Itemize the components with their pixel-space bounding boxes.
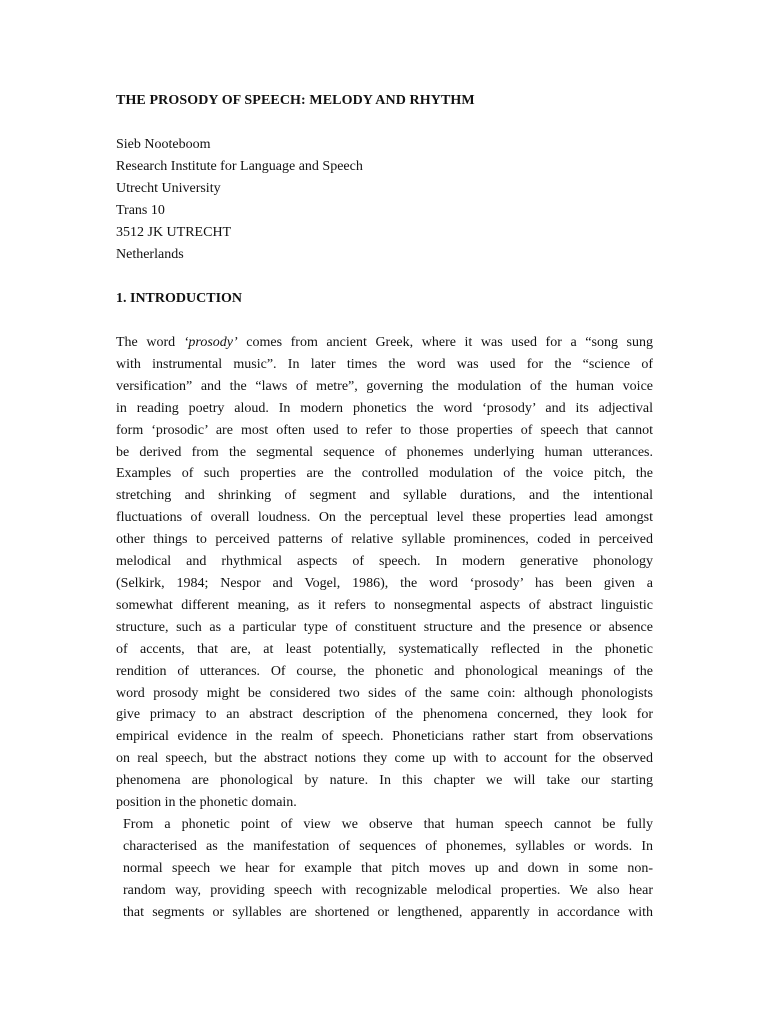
text-fragment: comes from ancient Greek, where it was used for a “song sung (237, 335, 653, 350)
paper-title: THE PROSODY OF SPEECH: MELODY AND RHYTHM (116, 93, 475, 108)
text-line: From a phonetic point of view we observe that human speech cannot be fully (123, 816, 653, 832)
text-line: somewhat different meaning, as it refers to nonsegmental aspects of abstract linguistic (116, 597, 653, 613)
text-line: stretching and shrinking of segment and syllable durations, and the intentional (116, 488, 653, 504)
affiliation-line: Utrecht University (116, 181, 221, 196)
paper-page (116, 90, 653, 923)
text-line: fluctuations of overall loudness. On the perceptual level these properties lead amongst (116, 510, 653, 526)
italic-term: ‘prosody’ (183, 335, 238, 350)
text-line: rendition of utterances. Of course, the phonetic and phonological meanings of the (116, 663, 653, 679)
affiliation-line: Trans 10 (116, 203, 165, 218)
text-line: be derived from the segmental sequence of phonemes underlying human utterances. (116, 444, 653, 460)
text-fragment: The word (116, 335, 184, 350)
text-line: phenomena are phonological by nature. In this chapter we will take our starting (116, 773, 653, 789)
text-line: word prosody might be considered two sides of the same coin: although phonologists (116, 685, 653, 701)
body-paragraph (116, 814, 653, 924)
author-name: Sieb Nooteboom (116, 137, 211, 152)
text-line: Examples of such properties are the controlled modulation of the voice pitch, the (116, 466, 653, 482)
text-line: position in the phonetic domain. (116, 795, 297, 811)
body-paragraph (116, 332, 653, 814)
text-line (116, 332, 653, 354)
affiliation-line: 3512 JK UTRECHT (116, 225, 232, 240)
text-line: empirical evidence in the realm of speech. Phoneticians rather start from observations (116, 729, 653, 745)
text-line: random way, providing speech with recognizable melodical properties. We also hear (123, 882, 653, 898)
text-line: melodical and rhythmical aspects of speech. In modern generative phonology (116, 554, 653, 570)
text-line: normal speech we hear for example that pitch moves up and down in some non- (123, 860, 653, 876)
text-line: characterised as the manifestation of sequences of phonemes, syllables or words. In (123, 838, 653, 854)
text-line: of accents, that are, at least potentially, systematically reflected in the phonetic (116, 641, 653, 657)
affiliation-line: Research Institute for Language and Speech (116, 159, 363, 174)
author-block (116, 134, 653, 266)
section-heading: 1. INTRODUCTION (116, 291, 243, 306)
text-line: on real speech, but the abstract notions they come up with to account for the observed (116, 751, 653, 767)
text-line: versification” and the “laws of metre”, governing the modulation of the human voice (116, 378, 653, 394)
text-line: give primacy to an abstract description of the phenomena concerned, they look for (116, 707, 653, 723)
text-line: that segments or syllables are shortened or lengthened, apparently in accordance with (123, 904, 653, 920)
text-line: in reading poetry aloud. In modern phonetics the word ‘prosody’ and its adjectival (116, 400, 653, 416)
text-line: other things to perceived patterns of relative syllable prominences, coded in perceived (116, 532, 653, 548)
text-line: with instrumental music”. In later times the word was used for the “science of (116, 356, 653, 372)
affiliation-line: Netherlands (116, 247, 184, 262)
text-line: structure, such as a particular type of constituent structure and the presence or absence (116, 619, 653, 635)
text-line: (Selkirk, 1984; Nespor and Vogel, 1986), the word ‘prosody’ has been given a (116, 575, 653, 591)
text-line: form ‘prosodic’ are most often used to refer to those properties of speech that cannot (116, 422, 653, 438)
